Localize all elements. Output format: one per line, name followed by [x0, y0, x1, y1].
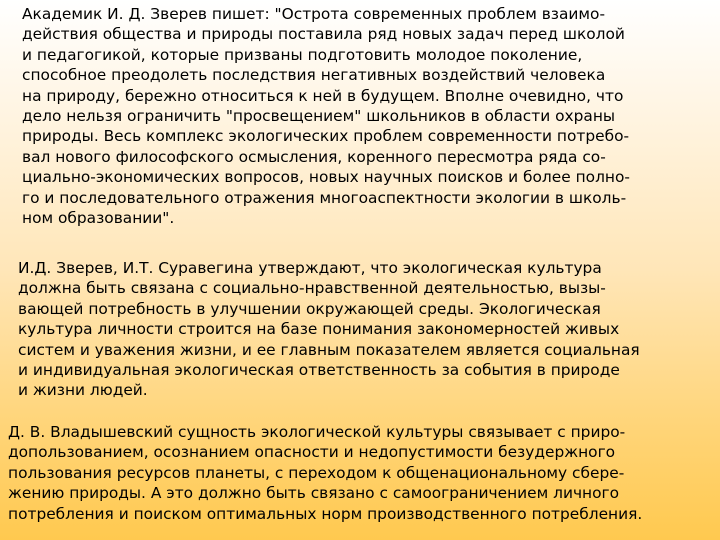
text-line: циально-экономических вопросов, новых научных поисков и более полно-	[22, 168, 630, 187]
text-line: природы. Весь комплекс экологических проблем современности потребо-	[22, 127, 630, 146]
text-line: Д. В. Владышевский сущность экологической культуры связывает с приро-	[8, 423, 626, 441]
text-line: культура личности строится на базе понимания закономерностей живых	[18, 320, 620, 339]
text-line: действия общества и природы поставила ряд новых задач перед школой	[22, 25, 625, 44]
text-line: ном образовании".	[22, 209, 175, 228]
text-line: И.Д. Зверев, И.Т. Суравегина утверждают, что экологическая культура	[18, 259, 602, 277]
text-line: и педагогикой, которые призваны подготовить молодое поколение,	[22, 45, 583, 64]
text-line: и индивидуальная экологическая ответственность за события в природе	[18, 361, 620, 380]
text-line: дело нельзя ограничить "просвещением" школьников в области охраны	[22, 107, 616, 126]
text-line: пользования ресурсов планеты, с переходом к общенациональному сбере-	[8, 463, 625, 482]
text-line: потребления и поиском оптимальных норм производственного потребления.	[8, 504, 643, 523]
paragraph-zverev-quote	[22, 4, 630, 228]
text-line: на природу, бережно относиться к ней в будущем. Вполне очевидно, что	[22, 86, 624, 105]
text-line: допользованием, осознанием опасности и недопустимости безудержного	[8, 443, 616, 462]
text-line: должна быть связана с социально-нравственной деятельностью, вызы-	[18, 279, 606, 298]
paragraph-zverev-suravegina	[18, 258, 640, 401]
text-line: вал нового философского осмысления, коренного пересмотра ряда со-	[22, 147, 606, 166]
text-line: жению природы. А это должно быть связано с самоограничением личного	[8, 484, 620, 503]
text-line: вающей потребность в улучшении окружающей среды. Экологическая	[18, 299, 601, 318]
text-line: способное преодолеть последствия негативных воздействий человека	[22, 66, 606, 85]
text-line: и жизни людей.	[18, 381, 148, 400]
text-line: Академик И. Д. Зверев пишет: "Острота современных проблем взаимо-	[22, 5, 605, 23]
paragraph-vladyshevsky	[8, 422, 642, 524]
text-line: систем и уважения жизни, и ее главным показателем является социальная	[18, 340, 640, 359]
text-line: го и последовательного отражения многоаспектности экологии в школь-	[22, 188, 627, 207]
